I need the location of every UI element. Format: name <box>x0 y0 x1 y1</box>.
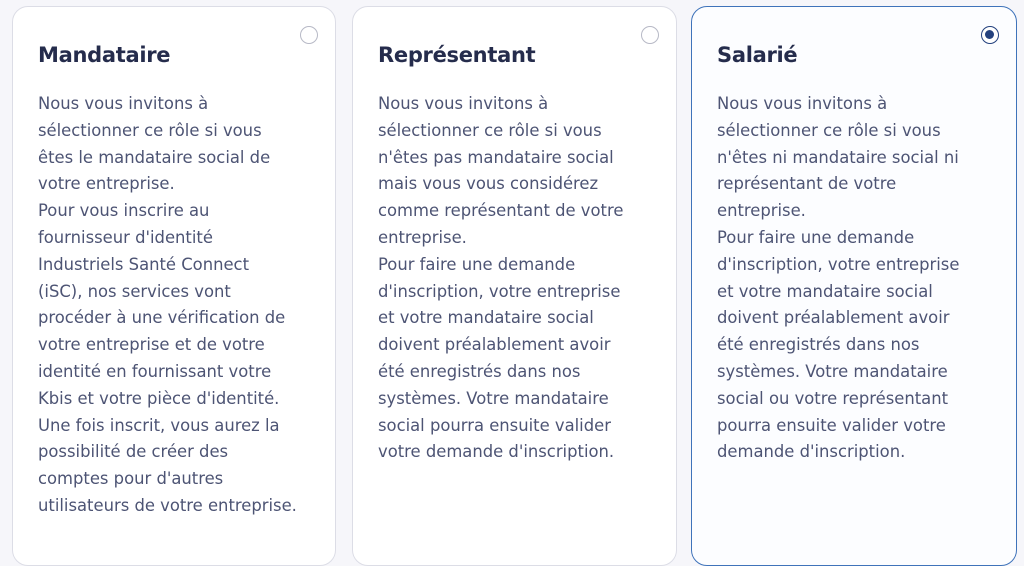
description-line: pourra ensuite valider votre <box>717 415 946 435</box>
description-line: Kbis et votre pièce d'identité. <box>38 388 280 408</box>
card-description <box>38 91 328 520</box>
role-card-mandataire[interactable] <box>12 6 336 566</box>
description-line: (iSC), nos services vont <box>38 281 231 301</box>
description-line: représentant de votre <box>717 174 897 194</box>
description-line: fournisseur d'identité <box>38 227 213 247</box>
description-line: social ou votre représentant <box>717 388 949 408</box>
radio-mandataire[interactable] <box>300 26 318 44</box>
description-line: demande d'inscription. <box>717 442 906 462</box>
description-line: systèmes. Votre mandataire <box>378 388 609 408</box>
description-line: Nous vous invitons à <box>378 94 549 113</box>
description-line: sélectionner ce rôle si vous <box>38 120 262 140</box>
description-line: mais vous vous considérez <box>378 174 599 194</box>
description-line: entreprise. <box>378 227 467 247</box>
description-line: d'inscription, votre entreprise <box>378 281 621 301</box>
role-card-salarie[interactable] <box>691 6 1017 566</box>
description-line: Pour faire une demande <box>717 227 915 247</box>
card-title: Salarié <box>717 43 798 67</box>
description-line: doivent préalablement avoir <box>378 335 611 355</box>
description-line: Une fois inscrit, vous aurez la <box>38 415 280 435</box>
description-line: identité en fournissant votre <box>38 361 272 381</box>
description-line: sélectionner ce rôle si vous <box>378 120 602 140</box>
card-description <box>378 91 668 466</box>
description-line: n'êtes ni mandataire social ni <box>717 147 959 167</box>
description-line: Industriels Santé Connect <box>38 254 249 274</box>
description-line: Nous vous invitons à <box>38 94 209 113</box>
description-line: utilisateurs de votre entreprise. <box>38 495 297 515</box>
description-line: sélectionner ce rôle si vous <box>717 120 941 140</box>
description-line: d'inscription, votre entreprise <box>717 254 960 274</box>
description-line: social pourra ensuite valider <box>378 415 611 435</box>
description-line: été enregistrés dans nos <box>717 335 920 355</box>
description-line: comptes pour d'autres <box>38 469 224 489</box>
description-line: comme représentant de votre <box>378 201 624 221</box>
description-line: et votre mandataire social <box>717 281 933 301</box>
description-line: votre entreprise. <box>38 174 175 194</box>
description-line: systèmes. Votre mandataire <box>717 361 948 381</box>
description-line: doivent préalablement avoir <box>717 308 950 328</box>
description-line: Pour faire une demande <box>378 254 576 274</box>
radio-salarie[interactable] <box>981 26 999 44</box>
description-line: votre entreprise et de votre <box>38 335 265 355</box>
card-description <box>717 91 1007 466</box>
description-line: procéder à une vérification de <box>38 308 286 328</box>
description-line: êtes le mandataire social de <box>38 147 271 167</box>
description-line: votre demande d'inscription. <box>378 442 615 462</box>
description-line: entreprise. <box>717 201 806 221</box>
role-card-representant[interactable] <box>352 6 677 566</box>
description-line: et votre mandataire social <box>378 308 594 328</box>
card-title: Représentant <box>378 43 536 67</box>
description-line: possibilité de créer des <box>38 442 229 462</box>
description-line: été enregistrés dans nos <box>378 361 581 381</box>
description-line: Nous vous invitons à <box>717 94 888 113</box>
description-line: n'êtes pas mandataire social <box>378 147 614 167</box>
description-line: Pour vous inscrire au <box>38 201 210 221</box>
radio-representant[interactable] <box>641 26 659 44</box>
card-title: Mandataire <box>38 43 171 67</box>
